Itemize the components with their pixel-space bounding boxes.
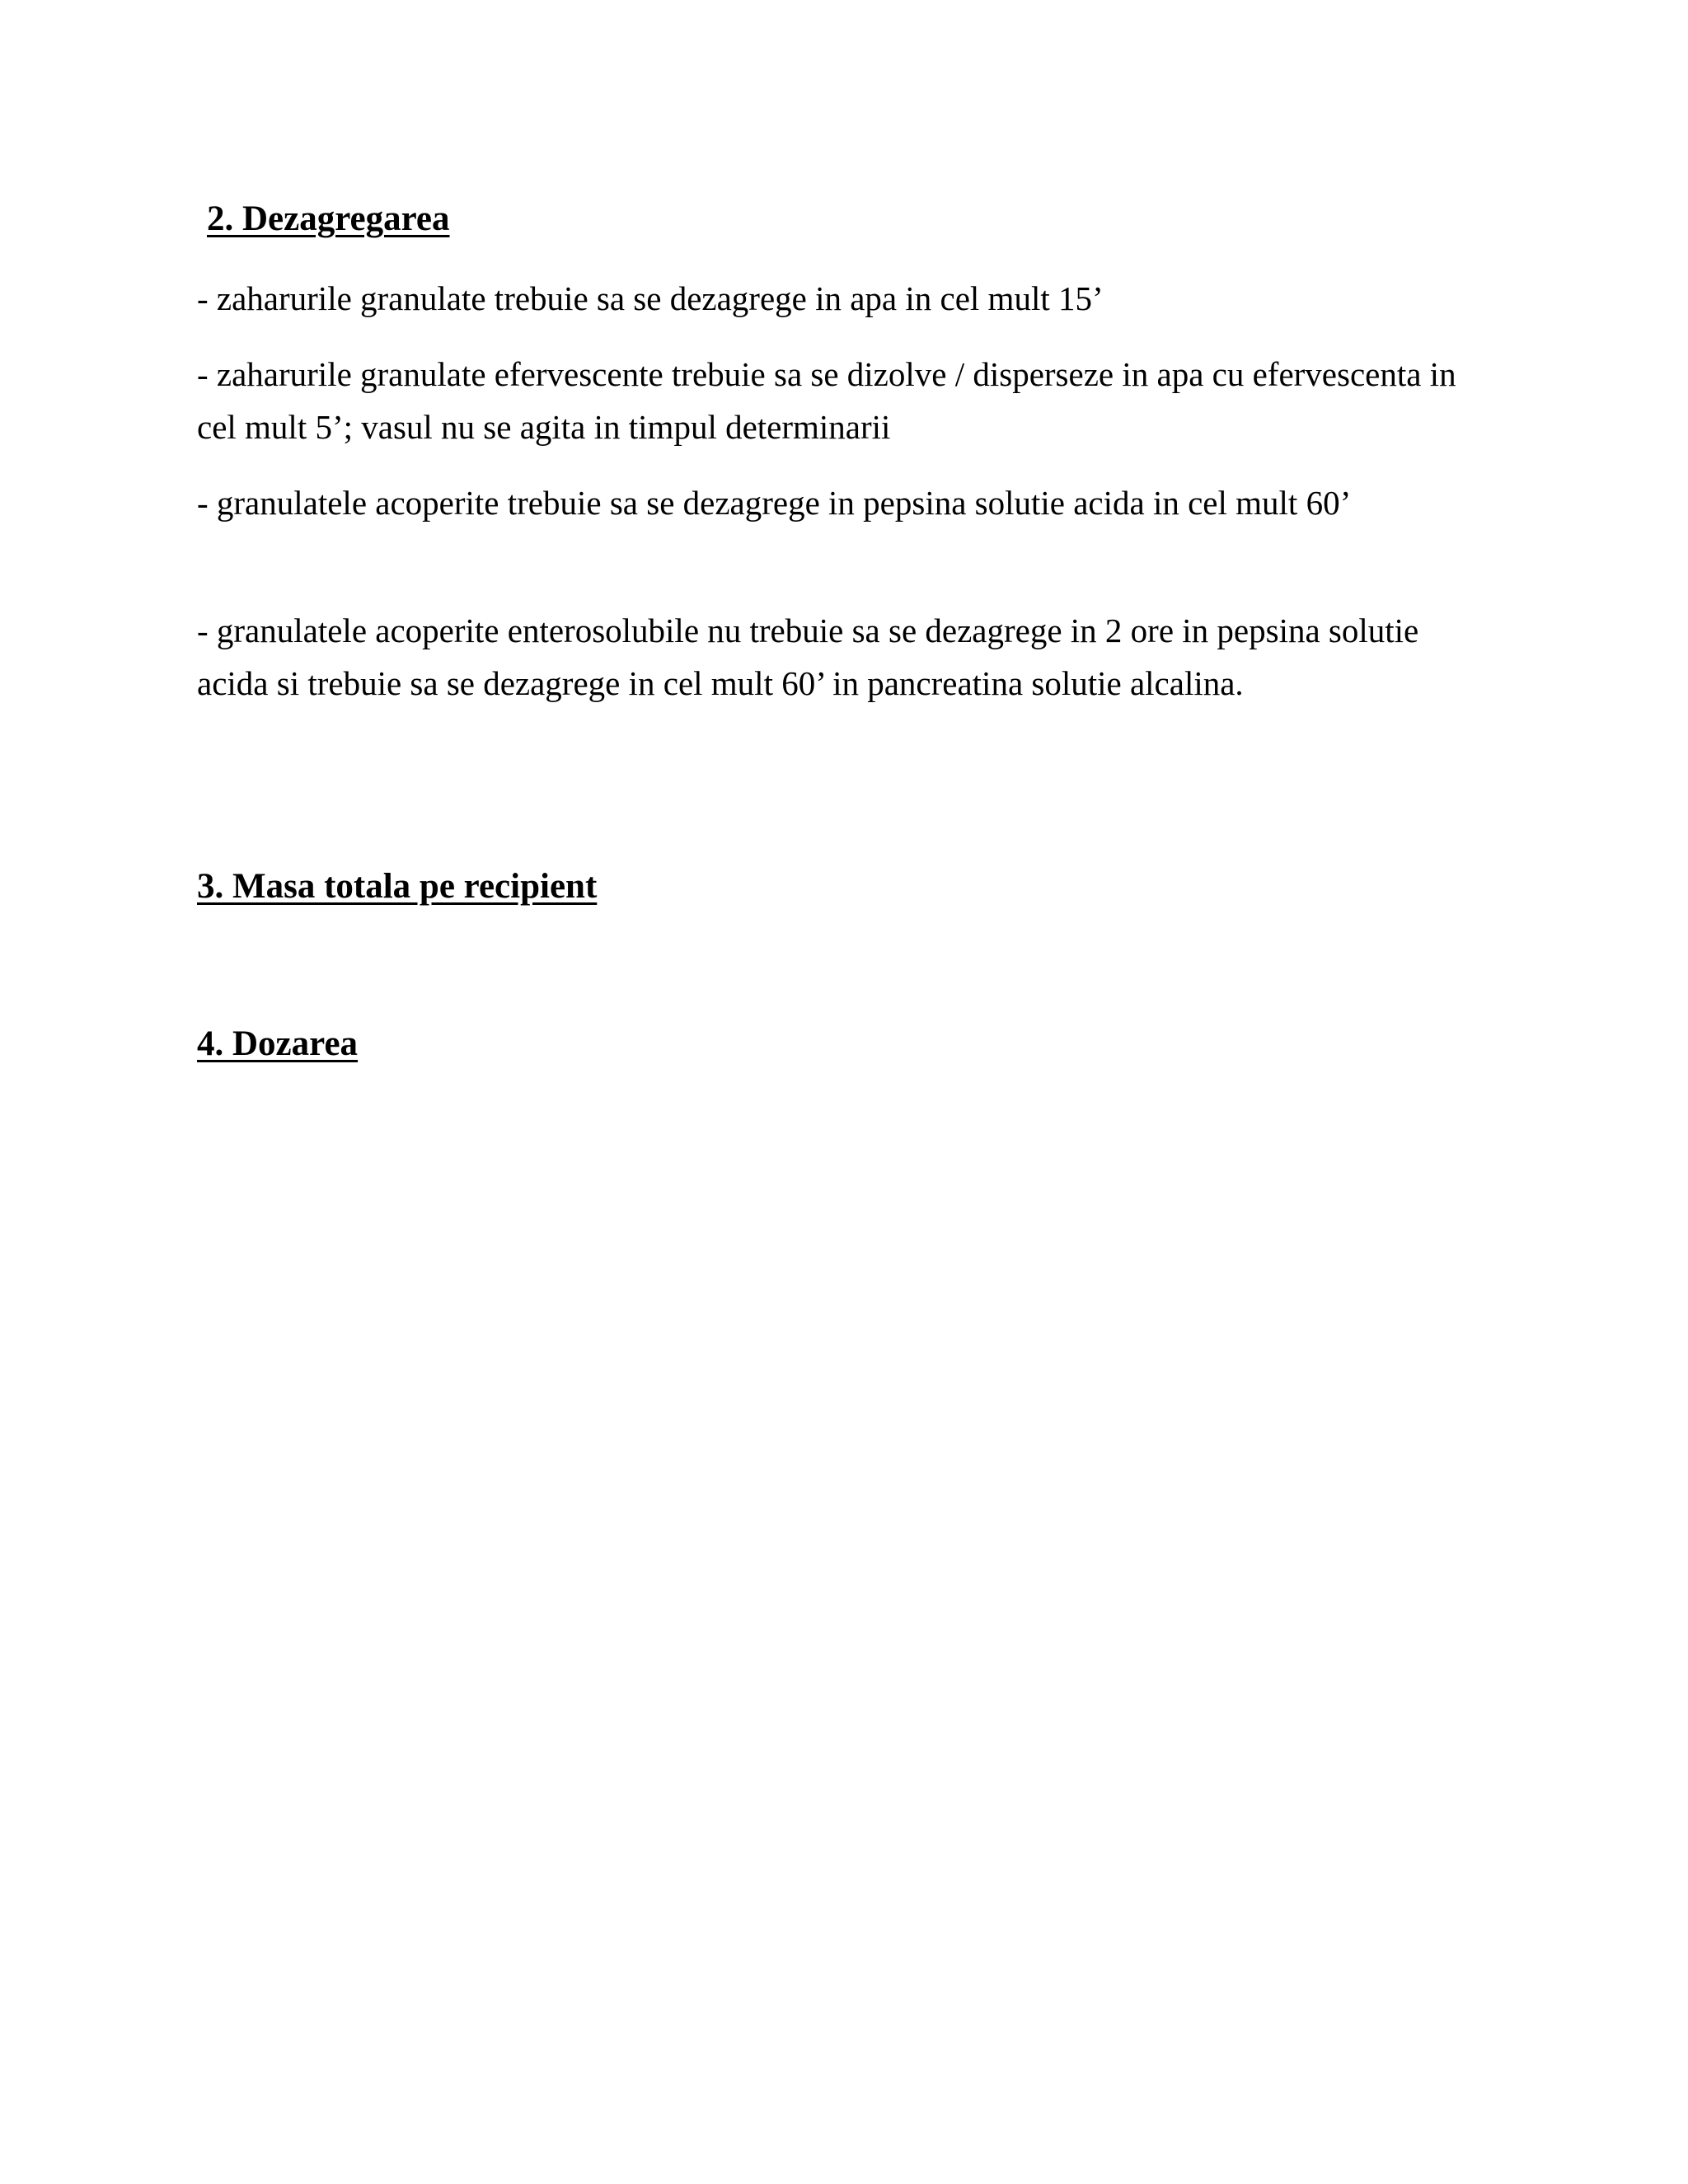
paragraph-zaharuri-efervescente: - zaharurile granulate efervescente trebuie sa se dizolve / disperseze in apa cu efervescenta in cel mult 5’; vasul nu se agita in timpul determinarii (197, 355, 1456, 446)
paragraph-granulate-acoperite: - granulatele acoperite trebuie sa se dezagrege in pepsina solutie acida in cel mult 60’ (197, 484, 1352, 522)
paragraph-zaharuri-granulate: - zaharurile granulate trebuie sa se dezagrege in apa in cel mult 15’ (197, 279, 1104, 317)
section-heading-masa-totala: 3. Masa totala pe recipient (197, 867, 598, 906)
section-heading-dezagregarea: 2. Dezagregarea (207, 199, 450, 238)
section-heading-dozarea: 4. Dozarea (197, 1024, 359, 1063)
paragraph-granulate-enterosolubile: - granulatele acoperite enterosolubile nu trebuie sa se dezagrege in 2 ore in pepsina solutie acida si trebuie sa se dezagrege in cel mult 60’ in pancreatina solutie alcalina. (197, 612, 1419, 702)
